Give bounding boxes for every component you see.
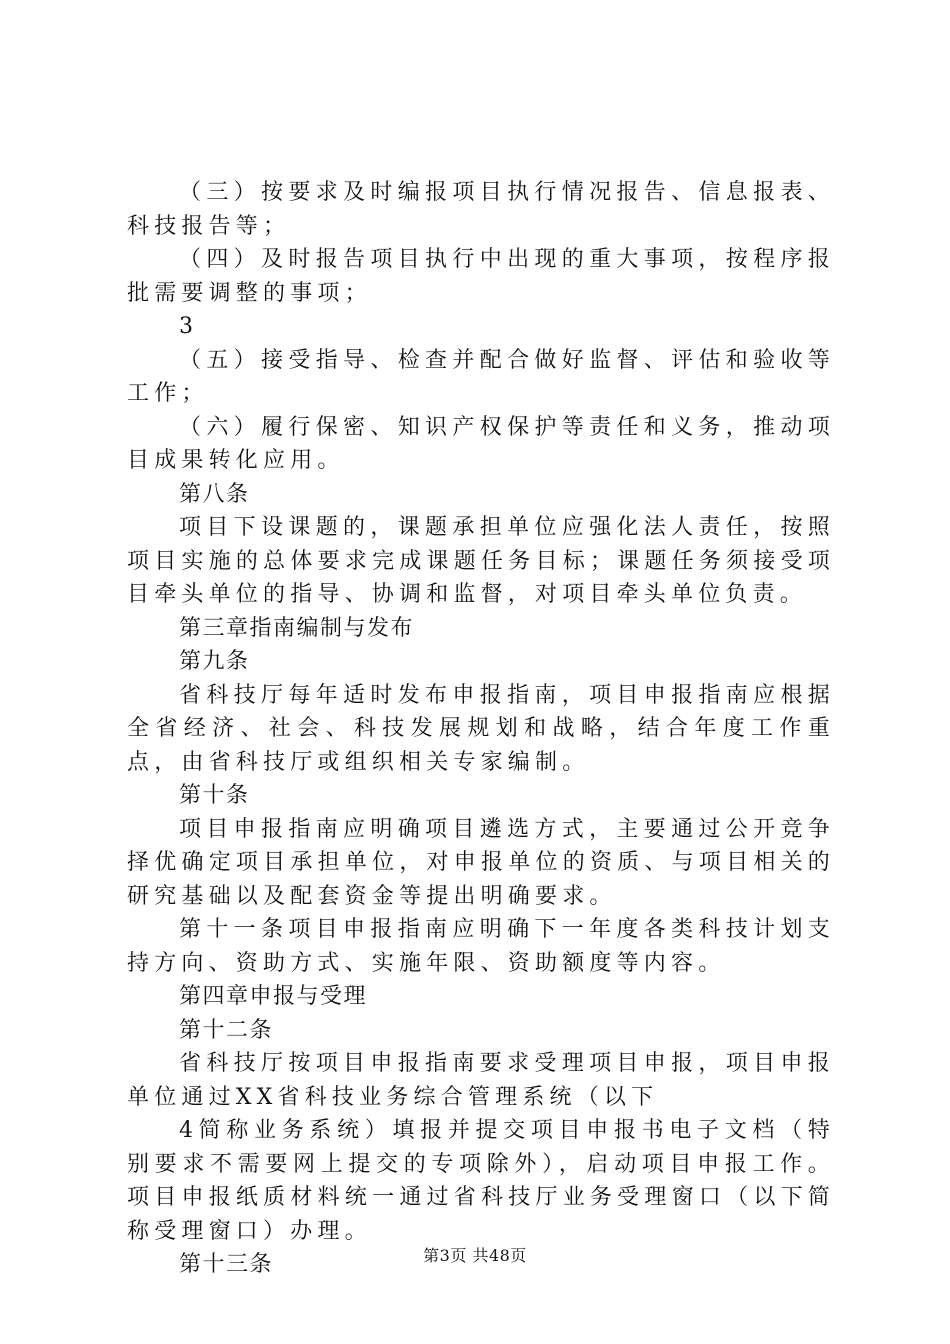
paragraph: （六）履行保密、知识产权保护等责任和义务，推动项目成果转化应用。	[127, 414, 835, 473]
page-number-marker: 3	[179, 314, 199, 339]
paragraph: （四）及时报告项目执行中出现的重大事项，按程序报批需要调整的事项；	[127, 247, 835, 306]
article-heading: 第九条	[179, 649, 250, 674]
paragraph: 省科技厅按项目申报指南要求受理项目申报，项目申报单位通过XX省科技业务综合管理系统（以下	[127, 1051, 835, 1110]
paragraph: 第十一条项目申报指南应明确下一年度各类科技计划支持方向、资助方式、实施年限、资助额度等内容。	[127, 917, 835, 976]
paragraph: 省科技厅每年适时发布申报指南，项目申报指南应根据全省经济、社会、科技发展规划和战略，结合年度工作重点，由省科技厅或组织相关专家编制。	[127, 682, 835, 775]
article-heading: 第十三条	[179, 1252, 274, 1277]
paragraph: （五）接受指导、检查并配合做好监督、评估和验收等工作；	[127, 347, 835, 406]
article-heading: 第十条	[179, 783, 250, 808]
paragraph: 4简称业务系统）填报并提交项目申报书电子文档（特别要求不需要网上提交的专项除外），启动项目申报工作。项目申报纸质材料统一通过省科技厅业务受理窗口（以下简称受理窗口）办理。	[127, 1118, 835, 1244]
page-footer: 第3页 共48页	[423, 1246, 527, 1265]
paragraph: （三）按要求及时编报项目执行情况报告、信息报表、科技报告等；	[127, 180, 835, 239]
chapter-heading: 第四章申报与受理	[179, 984, 368, 1009]
document-body	[127, 176, 835, 1282]
article-heading: 第十二条	[179, 1017, 274, 1043]
paragraph: 项目下设课题的，课题承担单位应强化法人责任，按照项目实施的总体要求完成课题任务目标；课题任务须接受项目牵头单位的指导、协调和监督，对项目牵头单位负责。	[127, 515, 835, 607]
paragraph: 项目申报指南应明确项目遴选方式，主要通过公开竞争择优确定项目承担单位，对申报单位的资质、与项目相关的研究基础以及配套资金等提出明确要求。	[127, 816, 835, 909]
chapter-heading: 第三章指南编制与发布	[179, 615, 415, 641]
article-heading: 第八条	[179, 481, 250, 507]
